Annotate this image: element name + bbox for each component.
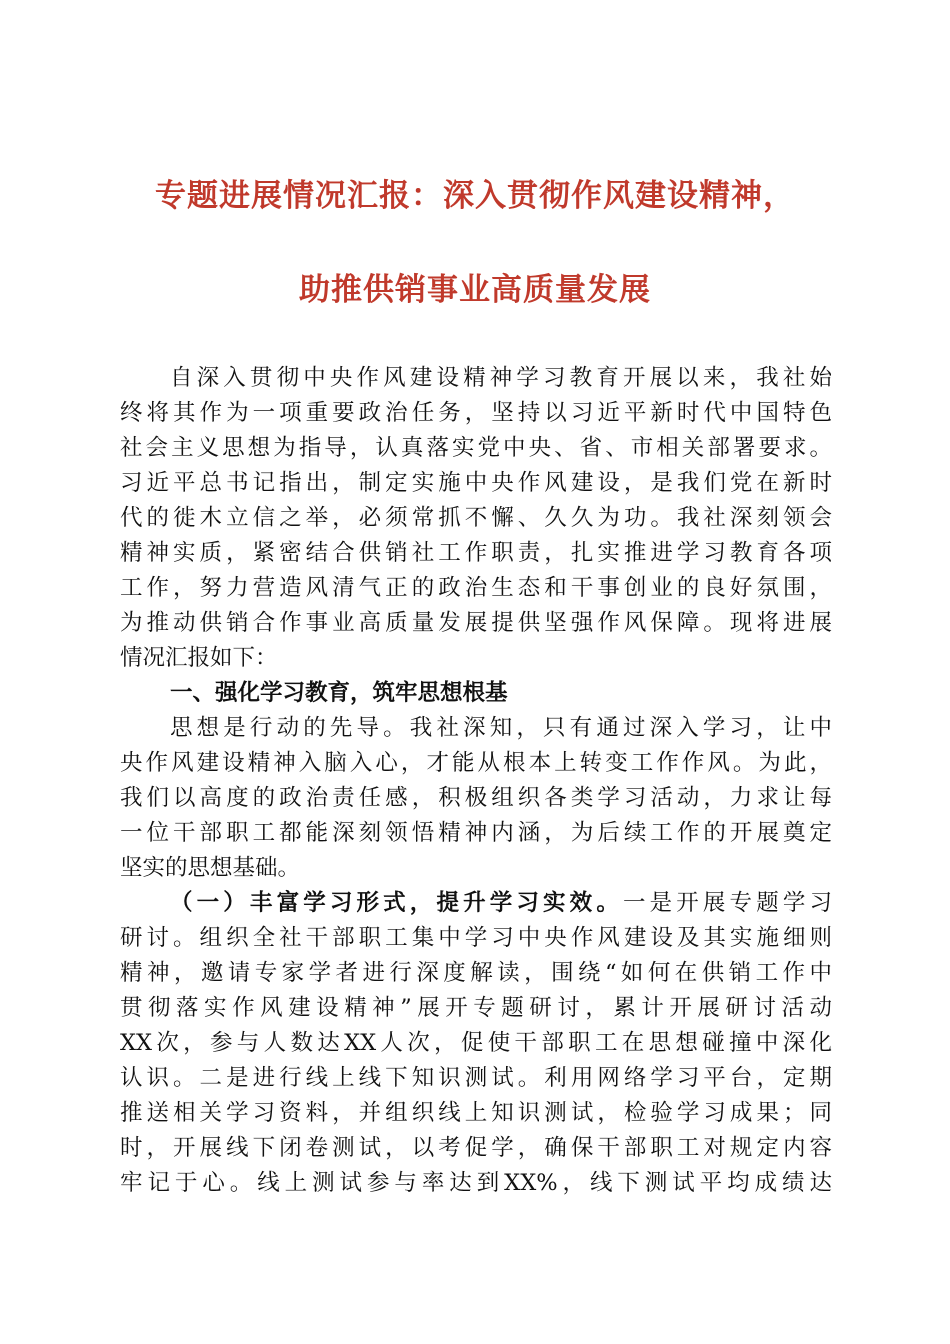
paragraph-2-line: 一位干部职工都能深刻领悟精神内涵，为后续工作的开展奠定 [120, 820, 832, 846]
paragraph-1-line: 工作，努力营造风清气正的政治生态和干事创业的良好氛围， [120, 575, 832, 601]
subsection-1-first-line-text: 一是开展专题学习 [622, 890, 832, 916]
paragraph-3-line: 贯彻落实作风建设精神”展开专题研讨，累计开展研讨活动 [120, 995, 832, 1021]
paragraph-1-line: 为推动供销合作事业高质量发展提供坚强作风保障。现将进展 [120, 610, 832, 636]
paragraph-3-line: 牢记于心。线上测试参与率达到XX%，线下测试平均成绩达 [120, 1170, 832, 1196]
paragraph-1-line: 情况汇报如下： [120, 645, 278, 671]
paragraph-3-line: 认识。二是进行线上线下知识测试。利用网络学习平台，定期 [120, 1065, 832, 1091]
document-title-line-1: 专题进展情况汇报：深入贯彻作风建设精神， [155, 178, 795, 214]
paragraph-2-line: 思想是行动的先导。我社深知，只有通过深入学习，让中 [170, 715, 832, 741]
section-1-heading: 一、强化学习教育，筑牢思想根基 [170, 680, 508, 706]
document-title-line-2: 助推供销事业高质量发展 [299, 272, 651, 308]
subsection-1-first-line [170, 887, 832, 919]
paragraph-2-line: 央作风建设精神入脑入心，才能从根本上转变工作作风。为此， [120, 750, 832, 776]
paragraph-1-line: 自深入贯彻中央作风建设精神学习教育开展以来，我社始 [170, 365, 832, 391]
subsection-1-heading: （一）丰富学习形式，提升学习实效。 [170, 890, 623, 916]
paragraph-1-line: 终将其作为一项重要政治任务，坚持以习近平新时代中国特色 [120, 400, 832, 426]
paragraph-3-line: XX次，参与人数达XX人次，促使干部职工在思想碰撞中深化 [120, 1030, 832, 1056]
paragraph-2-line: 我们以高度的政治责任感，积极组织各类学习活动，力求让每 [120, 785, 832, 811]
paragraph-3-line: 推送相关学习资料，并组织线上知识测试，检验学习成果；同 [120, 1100, 832, 1126]
paragraph-3-line: 时，开展线下闭卷测试，以考促学，确保干部职工对规定内容 [120, 1135, 832, 1161]
paragraph-1-line: 代的徙木立信之举，必须常抓不懈、久久为功。我社深刻领会 [120, 505, 832, 531]
paragraph-3-line: 研讨。组织全社干部职工集中学习中央作风建设及其实施细则 [120, 925, 832, 951]
paragraph-1-line: 社会主义思想为指导，认真落实党中央、省、市相关部署要求。 [120, 435, 832, 461]
paragraph-1-line: 精神实质，紧密结合供销社工作职责，扎实推进学习教育各项 [120, 540, 832, 566]
paragraph-3-line: 精神，邀请专家学者进行深度解读，围绕“如何在供销工作中 [120, 960, 832, 986]
paragraph-2-line: 坚实的思想基础。 [120, 855, 301, 881]
paragraph-1-line: 习近平总书记指出，制定实施中央作风建设，是我们党在新时 [120, 470, 832, 496]
